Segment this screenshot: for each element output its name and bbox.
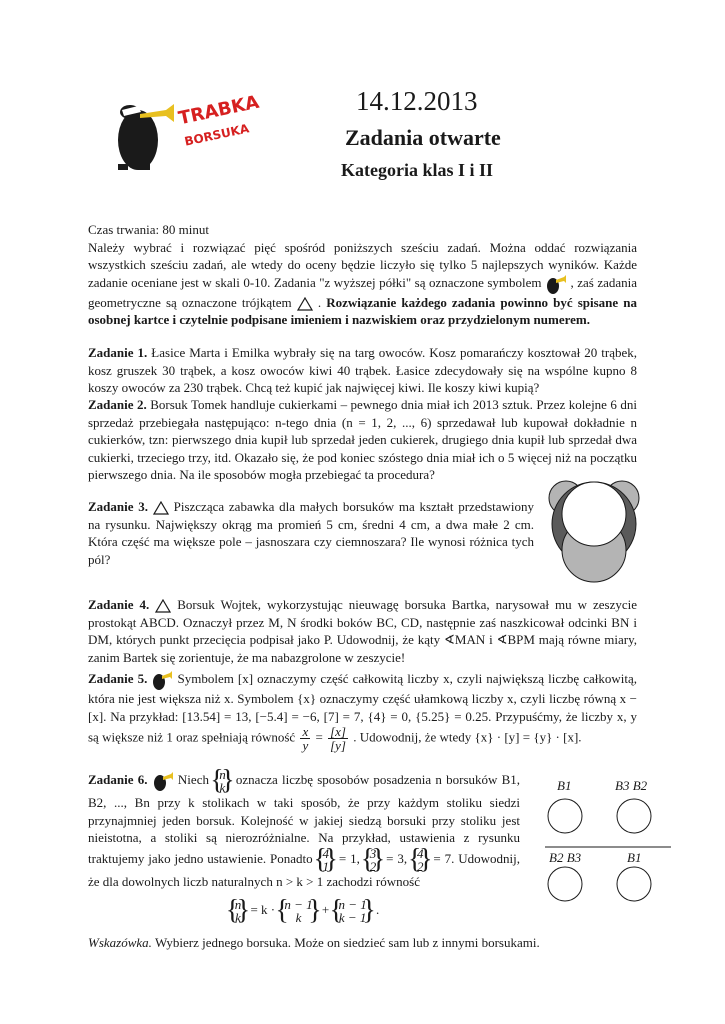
triangle-icon: [155, 599, 171, 613]
logo: [108, 91, 261, 176]
fraction-floor-x-over-floor-y: $\frac{[x]}{[y]}$: [330, 724, 346, 754]
task-6-text: oznacza liczbę sposobów posadzenia n borsuków B1, B2, ..., Bn przy k stolikach w taki sposób, że przy każdym stoliku siedzi przynajmniej jeden borsuk. Kolejność w jakiej siedzą borsuki przy stoliku jest nieistotna, a stoliki są nierozróżnialne. Na przykład, ustawienia z rysunku traktujemy jako jedno ustawienie. Ponadto: [88, 771, 521, 866]
badger-symbol-icon: [151, 670, 173, 690]
badger-symbol-icon: [545, 274, 567, 294]
task-5-text: Symbolem [x] oznaczymy część całkowitą liczby x, czyli największą liczbę całkowitą, która nie jest większa niż x. Symbolem {x} oznaczymy część ułamkową liczby x, czyli liczbę równą x − [x]. Na przykład: [13.54] = 13, [−5.4] = −6, [7] = 7, {4} = 0, {5.25} = 0.25. Przypuśćmy, że liczby x, y są większe niż 1 oraz spełniają równość: [88, 671, 637, 745]
task-4-label: Zadanie 4.: [88, 597, 150, 612]
badger-symbol-icon: [152, 771, 174, 791]
page-title: Zadania otwarte: [345, 125, 501, 150]
task-2: [88, 396, 637, 484]
category-title: Kategoria klas I i II: [341, 160, 494, 180]
hint-text: Wybierz jednego borsuka. Może on siedzieć sam lub z innymi borsukami.: [154, 935, 540, 950]
task-1: [88, 344, 637, 397]
toy-figure: [546, 478, 642, 584]
contest-date: 14.12.2013: [356, 86, 478, 116]
logo-word-trabka: TRABKA: [176, 91, 261, 130]
tables-figure: [543, 774, 673, 904]
stirling-3-2: { 3 2 }: [364, 847, 383, 873]
task-6: Zadanie 6. Niech { n k } oznacza liczbę sposobów posadzenia n borsuków B1, B2, ..., Bn przy k stolikach w taki sposób, że przy każdym stoliku siedzi przynajmniej jeden borsuk. Kolejność w jakiej siedzą borsuki przy stoliku jest nieistotna, a stoliki są nierozróżnialne. Na przykład, ustawienia z rysunku traktujemy jako jedno ustawienie. Ponadto { 4 1 } = 1, { 3 2 } = 3, { 4 2 } = 7. Udowodnij, że dla dowolnych liczb naturalnych n > k > 1 zachodzi równość { n k } = k · { n − 1 k } + { n − 1 k − 1 } .: [88, 768, 520, 924]
task-4-text: Borsuk Wojtek, wykorzystując nieuwagę borsuka Bartka, narysował mu w zeszycie prostokąt ABCD. Oznaczył przez M, N środki boków BC, CD, następnie zaś naszkicował odcinki BN i DM, których punkt przecięcia podpisał jako P. Udowodnij, że kąty ∢MAN i ∢BPM mają równe miary, zanim Bartek się zorientuje, że ma nabazgrolone w zeszycie!: [88, 597, 637, 665]
task-1-text: Łasice Marta i Emilka wybrały się na targ owoców. Kosz pomarańczy kosztował 20 trąbek, kosz gruszek 30 trąbek, a kosz owoców kiwi 40 trąbek. Łasice zdecydowały się na wspólne kupno 8 koszy owoców za 230 trąbek. Chcą też kupić jak najwięcej kiwi. Ile koszy kiwi kupią?: [88, 345, 637, 395]
task-3: [88, 498, 534, 568]
fraction-x-over-y: $\frac{x}{y}$: [302, 724, 309, 754]
instructions-bold: Rozwiązanie każdego zadania powinno być spisane na osobnej kartce i czytelnie podpisane imieniem i nazwiskiem oraz przydzielonym numerem.: [88, 294, 638, 328]
label-b2-b3: B2 B3: [549, 850, 582, 865]
task-2-label: Zadanie 2.: [88, 397, 147, 412]
logo-word-borsuka: BORSUKA: [183, 121, 251, 149]
task-1-label: Zadanie 1.: [88, 345, 148, 360]
stirling-4-1: { 4 1 }: [316, 847, 335, 873]
recurrence-formula: { n k } = k · { n − 1 k } + { n − 1 k − 1 } .: [88, 898, 520, 924]
instructions-paragraph: Należy wybrać i rozwiązać pięć spośród poniższych sześciu zadań. Można oddać rozwiązania wszystkich sześciu zadań, ale wtedy do oceny będzie liczyło się tylko 5 najlepszych wyników. Każde zadanie oceniane jest w skali 0-10. Zadania "z wyższej półki" są oznaczone symbolem , zaś zadania geometryczne są oznaczone trójkątem . Rozwiązanie każdego zadania powinno być spisane na osobnej kartce i czytelnie podpisane imieniem i nazwiskiem oraz przydzielonym numerem.: [88, 239, 638, 328]
label-b1-bottom: B1: [627, 850, 642, 865]
triangle-icon: [297, 297, 313, 311]
task-3-text: Piszcząca zabawka dla małych borsuków ma kształt przedstawiony na rysunku. Największy okrąg ma promień 5 cm, średni 4 cm, a dwa małe 2 cm. Która część ma większe pole – jasnoszara czy ciemnoszara? Ile wynosi różnica tych pól?: [88, 499, 535, 567]
hint-label: Wskazówka.: [88, 935, 152, 950]
stirling-4-2: { 4 2 }: [411, 847, 430, 873]
task-3-label: Zadanie 3.: [88, 499, 149, 514]
instructions: [88, 221, 637, 329]
label-b1-top: B1: [557, 778, 572, 793]
task-5-label: Zadanie 5.: [88, 671, 148, 686]
hint: [88, 935, 540, 951]
task-5: Zadanie 5. Symbolem [x] oznaczymy część całkowitą liczby x, czyli największą liczbę całkowitą, która nie jest większa niż x. Symbolem {x} oznaczymy część ułamkową liczby x, czyli liczbę równą x − [x]. Na przykład: [13.54] = 13, [−5.4] = −6, [7] = 7, {4} = 0, {5.25} = 0.25. Przypuśćmy, że liczby x, y są większe niż 1 oraz spełniają równość $\frac{x}{y}$ = $\frac{[x]}{[y]}$ . Udowodnij, że wtedy {x} · [y] = {y} · [x].: [88, 671, 637, 754]
task-6-label: Zadanie 6.: [88, 771, 148, 787]
duration-text: Czas trwania: 80 minut: [88, 222, 209, 237]
stirling-symbol-n-k: { n k }: [213, 768, 232, 794]
task-4: [88, 596, 637, 666]
triangle-icon: [153, 501, 169, 515]
task-2-text: Borsuk Tomek handluje cukierkami – pewnego dnia miał ich 2013 sztuk. Przez kolejne 6 dni sprzedaż przebiegała następująco: n-tego dnia (n = 1, 2, ..., 6) sprzedawał lub kupował dokładnie n cukierków, tzn: pierwszego dnia kupił lub sprzedał jeden cukierek, drugiego dnia kupił lub sprzedał dwa cukierki, trzeciego trzy, itd. Okazało się, że pod koniec szóstego dnia miał ich o 5 więcej niż na początku pierwszego dnia. Na ile sposobów mogła przebiegać ta procedura?: [88, 397, 638, 482]
label-b3-b2: B3 B2: [615, 778, 648, 793]
